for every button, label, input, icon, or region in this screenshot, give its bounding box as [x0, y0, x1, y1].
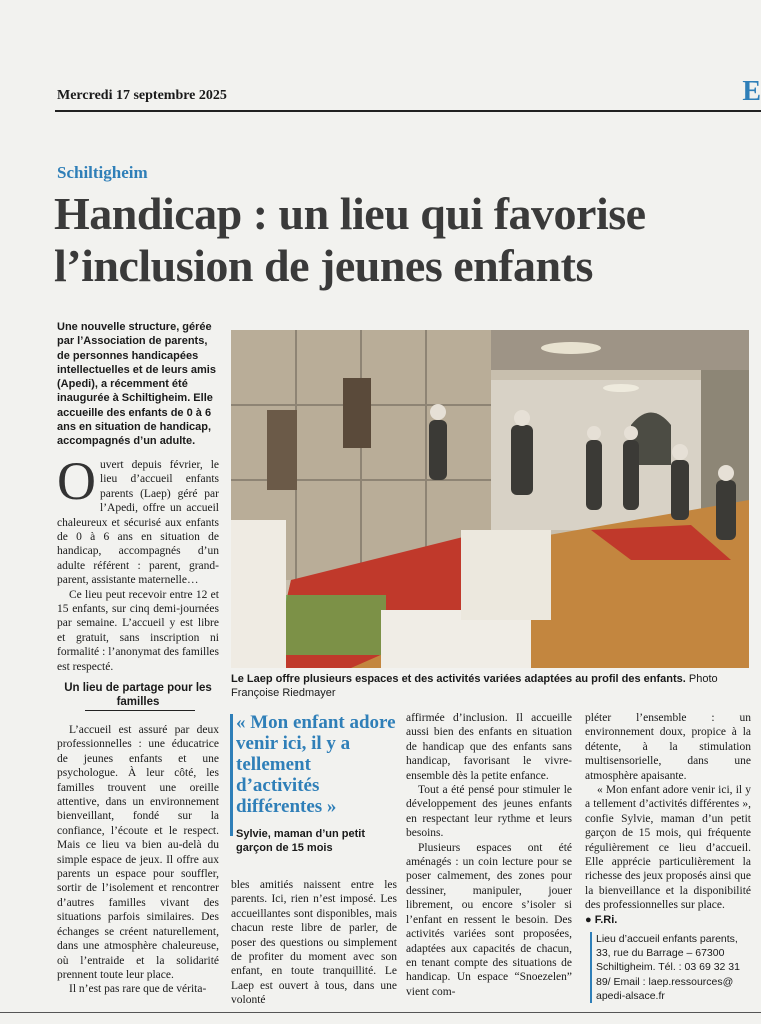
column-2 — [231, 878, 397, 1008]
column-3 — [406, 711, 572, 999]
caption-text: Le Laep offre plusieurs espaces et des activités variées adaptées au profil des enfants. — [231, 673, 686, 685]
kicker: Schiltigheim — [57, 163, 148, 182]
column-1-lower — [57, 723, 219, 997]
paragraph-rare-cont: bles amitiés naissent entre les parents. Ici, rien n’est imposé. Les accueillantes sont disponibles, mais chacun reste libre de parler, de poser des questions ou simplement de profiter du moment avec son enfant, en toute tranquillité. Le Laep est ouvert à tous, dans une volonté — [231, 879, 397, 1007]
signature: ● F.Ri. — [585, 913, 618, 926]
page-edge-letter: E — [742, 76, 761, 107]
paragraph-accueil: L’accueil est assuré par deux professionnelles : une éducatrice de jeunes enfants et une psychologue. À leur côté, les familles trouvent une oreille attentive, dans un environnement bienveillant, fondé sur la confiance, l’écoute et le respect. Mais ce lieu va bien au-delà du simple espace de jeux. Il offre aux parents un espace pour souffler, sortir de l’isolement et rencontrer d’autres familles vivant des situations parfois similaires. Des échanges se créent naturellement, dans une atmosphère chaleureuse, où l’entraide et la solidarité prennent toute leur place. — [57, 724, 219, 981]
pull-quote: « Mon enfant adore venir ici, il y a tellement d’activités différentes » — [236, 712, 396, 817]
drop-cap: O — [57, 451, 96, 511]
headline: Handicap : un lieu qui favorise l’inclusion de jeunes enfants — [54, 188, 646, 291]
column-4 — [585, 711, 751, 927]
article-photo — [231, 330, 749, 668]
paragraph-sylvie: « Mon enfant adore venir ici, il y a tellement d’activités différentes », confie Sylvie, maman d’un petit garçon de 15 mois, qui fréquente régulièrement ce lieu d’accueil. Elle apprécie particulièrement la richesse des jeux proposés ainsi que la bienveillance et la disponibilité des professionnelles sur place. — [585, 784, 751, 912]
bottom-rule — [0, 1012, 761, 1013]
subhead: Un lieu de partage pour les familles — [64, 682, 212, 708]
header-rule — [55, 110, 761, 112]
pull-quote-box — [236, 712, 396, 855]
pull-quote-bar — [230, 714, 233, 836]
paragraph-capacity: Ce lieu peut recevoir entre 12 et 15 enfants, sur cinq demi-journées par semaine. L’accueil y est libre et gratuit, sans inscription ni formalité : l’anonymat des familles est respecté. — [57, 588, 219, 673]
paragraph-espaces: Plusieurs espaces ont été aménagés : un coin lecture pour se poser calmement, des zones pour dessiner, manipuler, jouer librement, ou encore s’isoler si l’enfant en ressent le besoin. Des activités variées sont proposées, adaptées aux capacités de chacun, en tenant compte des situations de handicap. Un espace “Snoezelen” vient com- — [406, 841, 572, 998]
paragraph-pense: Tout a été pensé pour stimuler le développement des jeunes enfants en respectant leur rythme et leurs besoins. — [406, 784, 572, 840]
paragraph-rare-start: Il n’est pas rare que de vérita- — [69, 983, 207, 996]
lead-text: uvert depuis février, le lieu d’accueil enfants parents (Laep) géré par l’Apedi, offre un accueil chaleureux et sécurisé aux enfants de 0 à 6 ans en situation de handicap, accompagnés d’un adulte référent : parent, grand-parent, assistante maternelle… — [57, 459, 219, 587]
subhead-rule — [85, 710, 195, 711]
chapo: Une nouvelle structure, gérée par l’Association de parents, de personnes handicapées intellectuelles et de leurs amis (Apedi), a récemment été inaugurée à Schiltigheim. Elle accueille des enfants de 0 à 6 ans en situation de handicap, accompagnés d’un adulte. — [57, 321, 216, 448]
paragraph-inclusion: affirmée d’inclusion. Il accueille aussi bien des enfants en situation de handicap que des enfants sans handicap, favorisant le vivre-ensemble dès la petite enfance. — [406, 712, 572, 782]
date-line: Mercredi 17 septembre 2025 — [57, 88, 227, 103]
paragraph-snoezelen-cont: pléter l’ensemble : un environnement doux, propice à la détente, à la stimulation multisensorielle, dans une atmosphère apaisante. — [585, 712, 751, 782]
pull-quote-author: Sylvie, maman d’un petit garçon de 15 mois — [236, 828, 365, 854]
column-1 — [57, 451, 219, 674]
photo-credit: Photo Françoise Riedmayer — [231, 673, 718, 699]
info-box: Lieu d’accueil enfants parents, 33, rue du Barrage – 67300 Schiltigheim. Tél. : 03 69 32 31 89/ Email : laep.ressources@ apedi-alsace.fr — [590, 932, 755, 1003]
photo-caption — [231, 672, 749, 700]
lead-paragraph — [57, 451, 219, 588]
